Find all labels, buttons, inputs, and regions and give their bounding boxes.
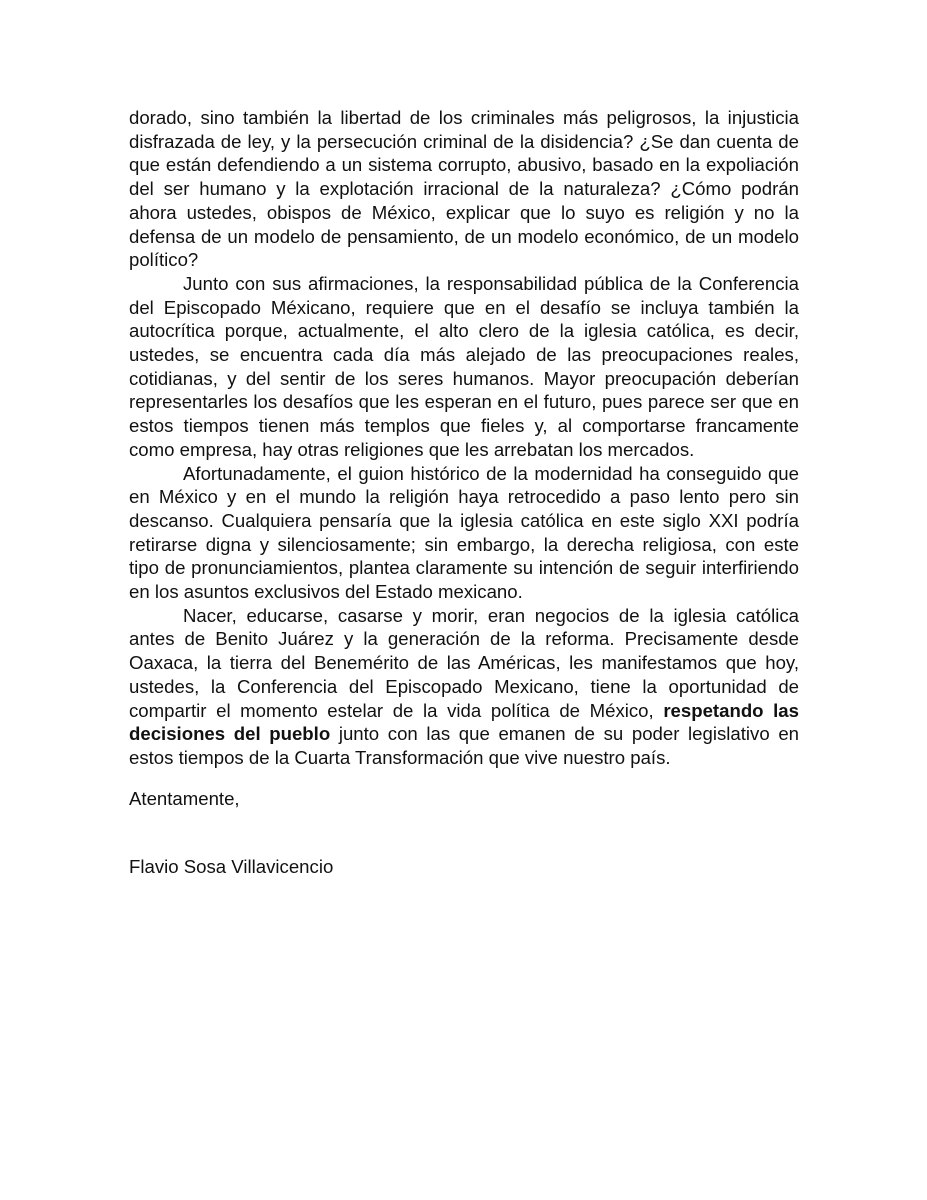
letter-body xyxy=(129,106,799,770)
paragraph-4-bold-phrase: respetando las decisiones del pueblo xyxy=(129,699,799,745)
paragraph-2: Junto con sus afirmaciones, la responsabilidad pública de la Conferencia del Episcopado Méxicano, requiere que en el desafío se incluya también la autocrítica porque, actualmente, el alto clero de la iglesia católica, es decir, ustedes, se encuentra cada día más alejado de las preocupaciones reales, cotidianas, y del sentir de los seres humanos. Mayor preocupación deberían representarles los desafíos que les esperan en el futuro, pues parece ser que en estos tiempos tienen más templos que fieles y, al comportarse francamente como empresa, hay otras religiones que les arrebatan los mercados. xyxy=(129,272,799,460)
paragraph-4 xyxy=(129,604,799,770)
signature-name: Flavio Sosa Villavicencio xyxy=(129,856,334,877)
paragraph-4-text-end: junto con las que emanen de su poder legislativo en estos tiempos de la Cuarta Transformación que vive nuestro país. xyxy=(129,723,799,768)
closing-salutation: Atentamente, xyxy=(129,788,240,809)
paragraph-4-text-start: Nacer, educarse, casarse y morir, eran negocios de la iglesia católica antes de Benito Juárez y la generación de la reforma. Precisamente desde Oaxaca, la tierra del Benemérito de las Américas, les manifestamos que hoy, ustedes, la Conferencia del Episcopado Mexicano, tiene la oportunidad de compartir el momento estelar de la vida política de México, xyxy=(129,604,799,721)
paragraph-1: dorado, sino también la libertad de los criminales más peligrosos, la injusticia disfrazada de ley, y la persecución criminal de la disidencia? ¿Se dan cuenta de que están defendiendo a un sistema corrupto, abusivo, basado en la expoliación del ser humano y la explotación irracional de la naturaleza? ¿Cómo podrán ahora ustedes, obispos de México, explicar que lo suyo es religión y no la defensa de un modelo de pensamiento, de un modelo económico, de un modelo político? xyxy=(129,107,799,271)
paragraph-3: Afortunadamente, el guion histórico de la modernidad ha conseguido que en México y en el mundo la religión haya retrocedido a paso lento pero sin descanso. Cualquiera pensaría que la iglesia católica en este siglo XXI podría retirarse digna y silenciosamente; sin embargo, la derecha religiosa, con este tipo de pronunciamientos, plantea claramente su intención de seguir interfiriendo en los asuntos exclusivos del Estado mexicano. xyxy=(129,462,799,603)
